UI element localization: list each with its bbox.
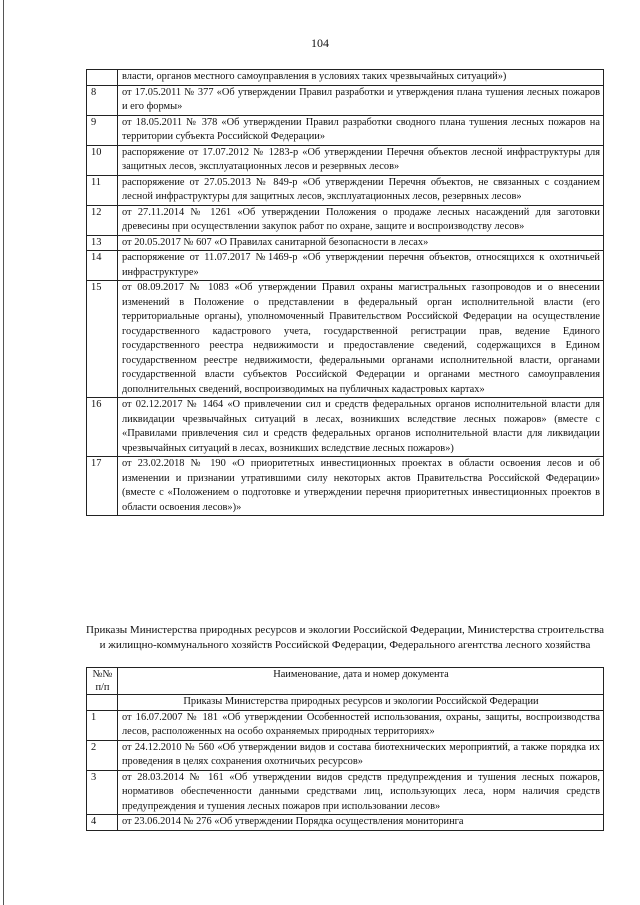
row-number-cell: 16 bbox=[87, 398, 118, 457]
table-row bbox=[87, 398, 604, 457]
row-number-cell: 2 bbox=[87, 740, 118, 770]
row-number-cell: 13 bbox=[87, 235, 118, 251]
table-header-row bbox=[87, 668, 604, 695]
row-number-cell: 10 bbox=[87, 145, 118, 175]
row-number-cell: 9 bbox=[87, 115, 118, 145]
subheading-empty-cell bbox=[87, 695, 118, 711]
row-number-cell: 4 bbox=[87, 815, 118, 831]
table-row bbox=[87, 740, 604, 770]
row-document-cell: от 23.06.2014 № 276 «Об утверждении Порядка осуществления мониторинга bbox=[118, 815, 604, 831]
row-document-cell: от 27.11.2014 № 1261 «Об утверждении Положения о продаже лесных насаждений для заготовки древесины при осуществлении закупок работ по охране, защите и воспроизводству лесов» bbox=[118, 205, 604, 235]
table-row bbox=[87, 710, 604, 740]
ministry-orders-table bbox=[86, 667, 604, 831]
government-decrees-table bbox=[86, 69, 604, 516]
header-name-cell: Наименование, дата и номер документа bbox=[118, 668, 604, 695]
row-document-cell: от 23.02.2018 № 190 «О приоритетных инвестиционных проектах в области освоения лесов и об изменении и признании утратившими силу некоторых актов Правительства Российской Федерации» (вместе с «Положением о подготовке и утверждении перечня приоритетных инвестиционных проектов в области освоения лесов»)» bbox=[118, 457, 604, 516]
row-number-cell bbox=[87, 70, 118, 86]
row-number-cell: 14 bbox=[87, 251, 118, 281]
row-document-cell: от 20.05.2017 № 607 «О Правилах санитарной безопасности в лесах» bbox=[118, 235, 604, 251]
table-row bbox=[87, 251, 604, 281]
table-row bbox=[87, 815, 604, 831]
row-document-cell: от 08.09.2017 № 1083 «Об утверждении Правил охраны магистральных газопроводов и о внесении изменений в Положение о представлении в федеральный орган исполнительной власти (его территориальные органы), уполномоченный Правительством Российской Федерации на осуществление государственного кадастрового учета, государственной регистрации прав, ведение Единого государственного реестра недвижимости и предоставление сведений, содержащихся в Едином государственном реестре недвижимости, федеральными органами исполнительной власти, органами государственной власти субъектов Российской Федерации и органами местного самоуправления дополнительных сведений, воспроизводимых на публичных кадастровых картах» bbox=[118, 281, 604, 398]
table-row bbox=[87, 235, 604, 251]
scan-edge-line bbox=[3, 0, 4, 905]
row-document-cell: от 18.05.2011 № 378 «Об утверждении Правил разработки сводного плана тушения лесных пожаров на территории субъекта Российской Федерации» bbox=[118, 115, 604, 145]
table-row bbox=[87, 145, 604, 175]
table-row bbox=[87, 115, 604, 145]
page-number: 104 bbox=[311, 36, 329, 50]
row-number-cell: 3 bbox=[87, 770, 118, 815]
row-document-cell: от 24.12.2010 № 560 «Об утверждении видов и состава биотехнических мероприятий, а также порядка их проведения в целях сохранения охотничьих ресурсов» bbox=[118, 740, 604, 770]
row-document-cell: от 17.05.2011 № 377 «Об утверждении Правил разработки и утверждения плана тушения лесных пожаров и его формы» bbox=[118, 85, 604, 115]
row-document-cell: распоряжение от 27.05.2013 № 849-р «Об утверждении Перечня объектов, не связанных с созданием лесной инфраструктуры для защитных лесов, эксплуатационных лесов, резервных лесов» bbox=[118, 175, 604, 205]
subheading-cell: Приказы Министерства природных ресурсов и экологии Российской Федерации bbox=[118, 695, 604, 711]
header-number-cell: №№ п/п bbox=[87, 668, 118, 695]
row-number-cell: 11 bbox=[87, 175, 118, 205]
section-heading: Приказы Министерства природных ресурсов и экологии Российской Федерации, Министерства строительства и жилищно-коммунального хозяйств Российской Федерации, Федерального агентства лесного хозяйства bbox=[86, 624, 604, 651]
table-row bbox=[87, 175, 604, 205]
row-document-cell: от 02.12.2017 № 1464 «О привлечении сил и средств федеральных органов исполнительной власти для ликвидации чрезвычайных ситуаций в лесах, возникших вследствие лесных пожаров» (вместе с «Правилами привлечения сил и средств федеральных органов исполнительной власти для ликвидации чрезвычайных ситуаций в лесах, возникших вследствие лесных пожаров») bbox=[118, 398, 604, 457]
row-number-cell: 15 bbox=[87, 281, 118, 398]
table-row bbox=[87, 281, 604, 398]
row-document-cell: от 16.07.2007 № 181 «Об утверждении Особенностей использования, охраны, защиты, воспроизводства лесов, расположенных на особо охраняемых природных территориях» bbox=[118, 710, 604, 740]
table-row bbox=[87, 770, 604, 815]
table-row bbox=[87, 85, 604, 115]
row-number-cell: 17 bbox=[87, 457, 118, 516]
row-number-cell: 8 bbox=[87, 85, 118, 115]
row-document-cell: распоряжение от 11.07.2017 №1469-р «Об утверждении перечня объектов, относящихся к охотничьей инфраструктуре» bbox=[118, 251, 604, 281]
table-row bbox=[87, 70, 604, 86]
row-document-cell: власти, органов местного самоуправления в условиях таких чрезвычайных ситуаций») bbox=[118, 70, 604, 86]
row-number-cell: 1 bbox=[87, 710, 118, 740]
row-document-cell: от 28.03.2014 № 161 «Об утверждении видов средств предупреждения и тушения лесных пожаров, нормативов обеспеченности данными средствами лиц, использующих леса, норм наличия средств предупреждения и тушения лесных пожаров при использовании лесов» bbox=[118, 770, 604, 815]
row-document-cell: распоряжение от 17.07.2012 № 1283-р «Об утверждении Перечня объектов лесной инфраструктуры для защитных лесов, эксплуатационных лесов и резервных лесов» bbox=[118, 145, 604, 175]
row-number-cell: 12 bbox=[87, 205, 118, 235]
table-row bbox=[87, 457, 604, 516]
table-subheading-row bbox=[87, 695, 604, 711]
table-row bbox=[87, 205, 604, 235]
